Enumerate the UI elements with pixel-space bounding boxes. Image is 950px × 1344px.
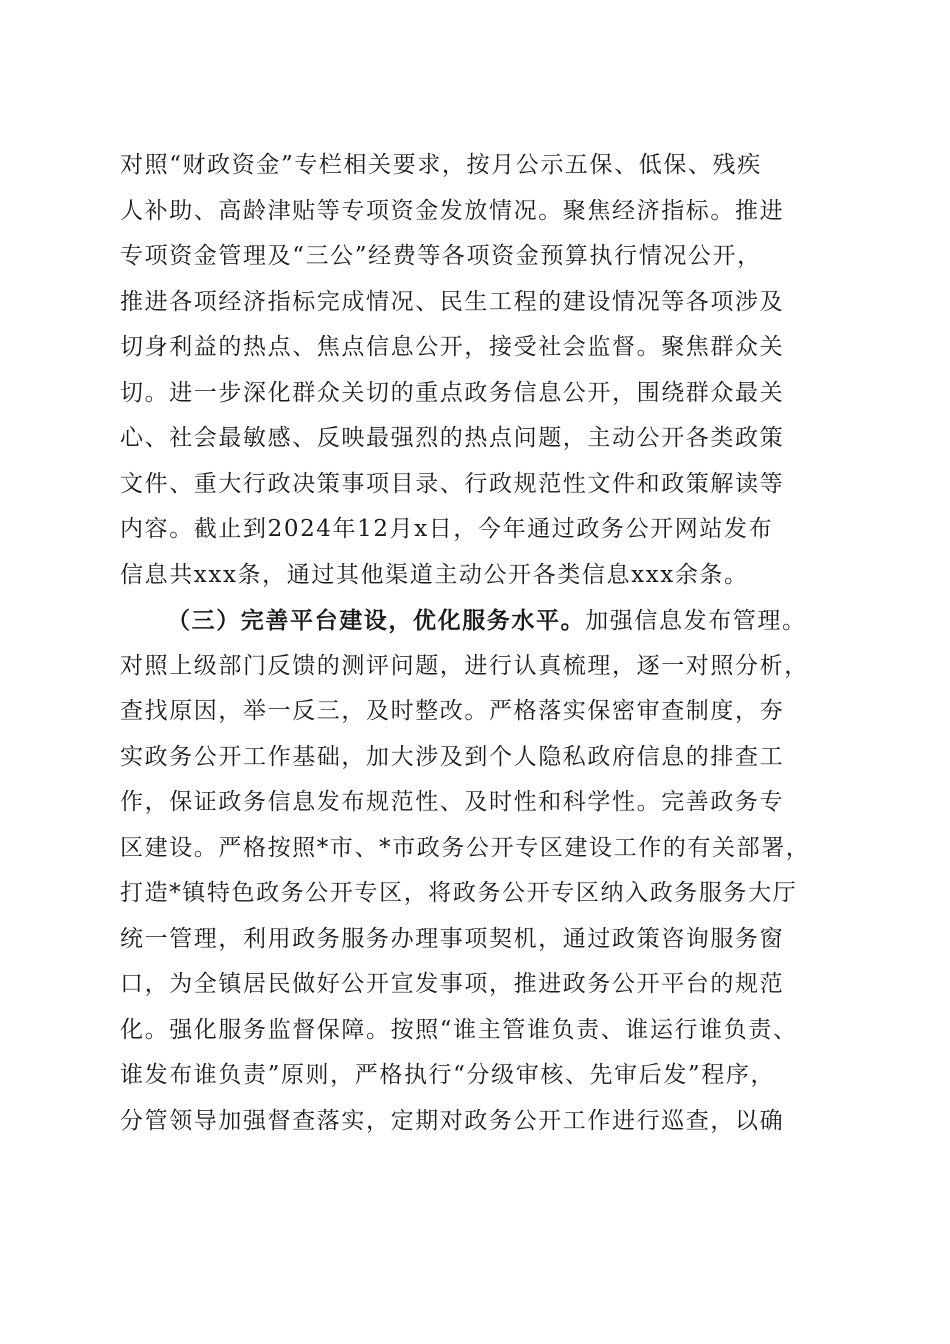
paragraph-2: [120, 598, 832, 1144]
paragraph-line: 查找原因，举一反三，及时整改。严格落实保密审查制度，夯: [120, 698, 785, 724]
paragraph-line: 作，保证政务信息发布规范性、及时性和科学性。完善政务专: [120, 789, 785, 815]
paragraph-line: 专项资金管理及“三公”经费等各项资金预算执行情况公开，: [120, 243, 762, 269]
paragraph-line: 人补助、高龄津贴等专项资金发放情况。聚焦经济指标。推进: [120, 197, 785, 224]
paragraph-first-line: [120, 598, 832, 644]
paragraph-line: 切。进一步深化群众关切的重点政务信息公开，围绕群众最关: [120, 379, 785, 406]
paragraph-line: 推进各项经济指标完成情况、民生工程的建设情况等各项涉及: [120, 288, 785, 315]
paragraph-1: [120, 143, 832, 598]
paragraph-line: 分管领导加强督查落实，定期对政务公开工作进行巡查，以确: [120, 1107, 785, 1134]
paragraph-line: 谁发布谁负责”原则，严格执行“分级审核、先审后发”程序，: [120, 1062, 776, 1088]
document-body: [120, 143, 832, 1144]
paragraph-line: 切身利益的热点、焦点信息公开，接受社会监督。聚焦群众关: [120, 334, 785, 360]
paragraph-line: 化。强化服务监督保障。按照“谁主管谁负责、谁运行谁负责、: [120, 1016, 798, 1043]
paragraph-line: 打造*镇特色政务公开专区，将政务公开专区纳入政务服务大厅: [120, 880, 798, 906]
paragraph-line: 心、社会最敏感、反映最强烈的热点问题，主动公开各类政策: [120, 425, 785, 451]
paragraph-line: 口，为全镇居民做好公开宣发事项，推进政务公开平台的规范: [120, 971, 785, 997]
paragraph-line-rest: 加强信息发布管理。: [585, 608, 807, 634]
paragraph-line: 统一管理，利用政务服务办理事项契机，通过政策咨询服务窗: [120, 925, 785, 952]
paragraph-line: 内容。截止到2024年12月x日，今年通过政务公开网站发布: [120, 516, 774, 542]
section-heading: （三）完善平台建设，优化服务水平。: [167, 607, 586, 634]
paragraph-line: 信息共xxx条，通过其他渠道主动公开各类信息xxx余条。: [120, 561, 749, 588]
paragraph-line: 对照上级部门反馈的测评问题，进行认真梳理，逐一对照分析，: [120, 652, 809, 679]
paragraph-line: 区建设。严格按照*市、*市政务公开专区建设工作的有关部署，: [120, 834, 811, 861]
paragraph-line: 实政务公开工作基础，加大涉及到个人隐私政府信息的排查工: [120, 743, 785, 770]
paragraph-line: 文件、重大行政决策事项目录、行政规范性文件和政策解读等: [120, 470, 785, 497]
paragraph-line: 对照“财政资金”专栏相关要求，按月公示五保、低保、残疾: [120, 152, 762, 178]
